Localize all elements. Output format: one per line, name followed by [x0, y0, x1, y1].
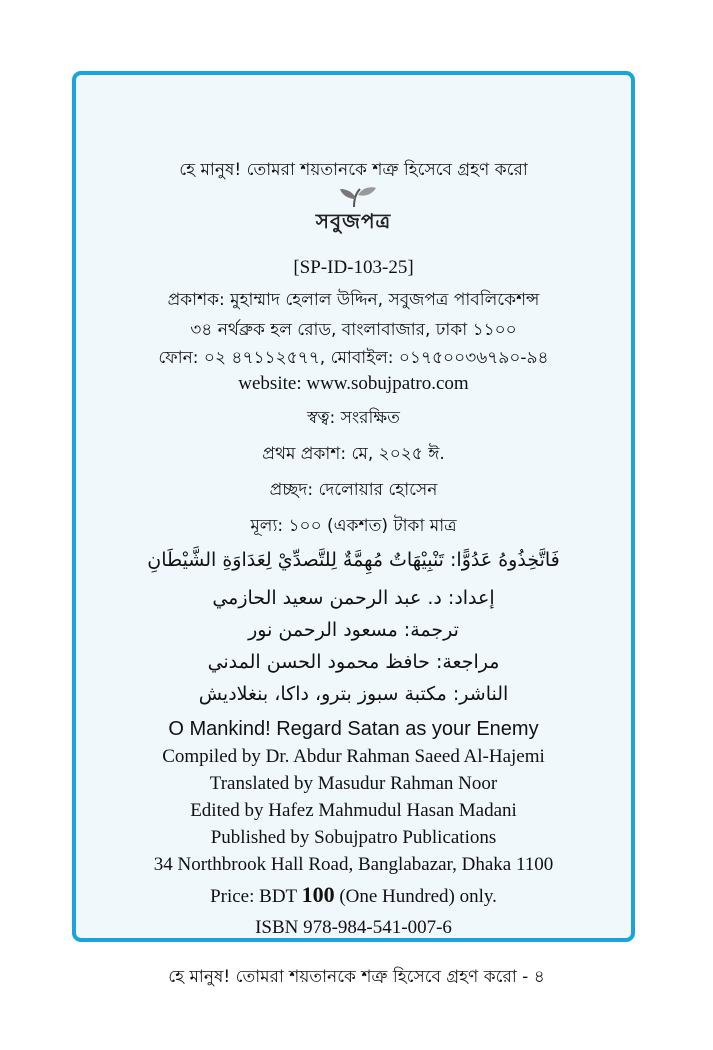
price-suffix: (One Hundred) only. [334, 886, 497, 907]
price-prefix: Price: BDT [210, 886, 302, 907]
rights-bn: স্বত্ব: সংরক্ষিত [307, 408, 400, 428]
publisher-bn: প্রকাশক: মুহাম্মাদ হেলাল উদ্দিন, সবুজপত্র পাবলিকেশন্স [167, 290, 540, 310]
sp-id: [SP-ID-103-25] [293, 257, 414, 278]
english-price [76, 882, 631, 908]
phone-bn: ফোন: ০২ ৪৭১১২৫৭৭, মোবাইল: ০১৭৫০০৩৬৭৯০-৯৪ [158, 348, 549, 368]
logo-wordmark: সবুজপত্র [315, 209, 392, 233]
isbn: ISBN 978-984-541-007-6 [255, 917, 452, 938]
address-bn: ৩৪ নর্থব্রুক হল রোড, বাংলাবাজার, ঢাকা ১১০০ [190, 320, 517, 340]
arabic-publisher: الناشر: مكتبة سبوز بترو، داكا، بنغلاديش [198, 683, 509, 705]
website: website: www.sobujpatro.com [238, 373, 469, 394]
copyright-frame [72, 71, 635, 942]
english-title: O Mankind! Regard Satan as your Enemy [168, 718, 539, 740]
arabic-title: فَاتَّخِذُوهُ عَدُوًّا: تَنْبِيْهَاتٌ مُهِمَّةٌ لِلتَّصدِّيْ لِعَدَاوَةِ الشَّيْطَانِ [147, 549, 560, 571]
price-value: 100 [301, 882, 335, 907]
english-published: Published by Sobujpatro Publications [210, 827, 497, 848]
publisher-logo [304, 185, 404, 241]
english-address: 34 Northbrook Hall Road, Banglabazar, Dhaka 1100 [153, 854, 554, 875]
english-translated: Translated by Masudur Rahman Noor [209, 773, 498, 794]
running-head-footer: হে মানুষ! তোমরা শয়তানকে শত্রু হিসেবে গ্রহণ করো - ৪ [168, 967, 545, 987]
cover-designer-bn: প্রচ্ছদ: দেলোয়ার হোসেন [269, 480, 438, 500]
english-edited: Edited by Hafez Mahmudul Hasan Madani [190, 800, 517, 821]
price-bn: মূল্য: ১০০ (একশত) টাকা মাত্র [250, 516, 457, 536]
bengali-title: হে মানুষ! তোমরা শয়তানকে শত্রু হিসেবে গ্রহণ করো [179, 160, 528, 180]
arabic-author: إعداد: د. عبد الرحمن سعيد الحازمي [212, 587, 495, 609]
english-compiled: Compiled by Dr. Abdur Rahman Saeed Al-Hajemi [162, 746, 545, 767]
arabic-translator: ترجمة: مسعود الرحمن نور [248, 619, 459, 641]
arabic-editor: مراجعة: حافظ محمود الحسن المدني [207, 651, 500, 673]
first-edition-bn: প্রথম প্রকাশ: মে, ২০২৫ ঈ. [262, 444, 445, 464]
